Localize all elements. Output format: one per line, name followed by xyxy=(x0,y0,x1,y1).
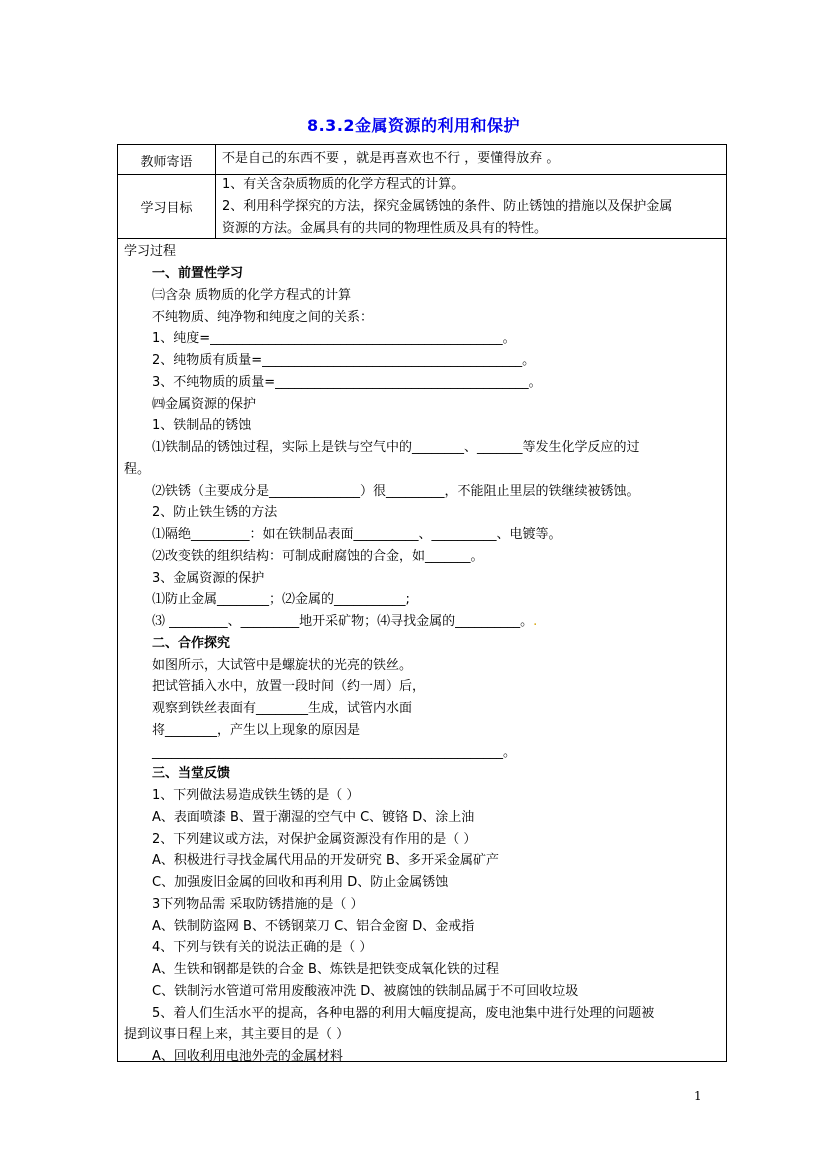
page-number: 1 xyxy=(694,1089,702,1103)
content-line: A、铁制防盗网 B、不锈钢菜刀 C、铝合金窗 D、金戒指 xyxy=(152,918,475,934)
goal-line: 2、利用科学探究的方法，探究金属锈蚀的条件、防止锈蚀的措施以及保护金属 xyxy=(222,199,673,214)
content-line: 5、着人们生活水平的提高，各种电器的利用大幅度提高，废电池集中进行处理的问题被 xyxy=(152,1005,655,1021)
content-line: ⑶ _________、_________地开采矿物；⑷寻找金属的__________。. xyxy=(152,614,538,629)
content-line: ㈢含杂 质物质的化学方程式的计算 xyxy=(152,287,352,303)
content-line: 1、铁制品的锈蚀 xyxy=(152,418,252,434)
content-line: 3、金属资源的保护 xyxy=(152,570,265,586)
content-line: ⑴铁制品的锈蚀过程，实际上是铁与空气中的________、_______等发生化学反应的过 xyxy=(152,440,640,455)
section-heading: 一、前置性学习 xyxy=(152,266,244,281)
goal-line: 1、有关含杂质物质的化学方程式的计算。 xyxy=(222,177,465,192)
content-line: A、生铁和钢都是铁的合金 B、炼铁是把铁变成氧化铁的过程 xyxy=(152,962,499,977)
content-line: 1、纯度=_____________________________________________。 xyxy=(152,331,516,347)
content-line: 把试管插入水中，放置一段时间（约一周）后， xyxy=(152,679,426,695)
teacher-label: 教师寄语 xyxy=(140,155,193,170)
content-line: 程。 xyxy=(124,461,151,477)
page-title: 8.3.2金属资源的利用和保护 xyxy=(306,116,521,135)
process-header: 学习过程 xyxy=(124,244,177,259)
content-line: 2、防止铁生锈的方法 xyxy=(152,505,278,521)
goal-line: 资源的方法。金属具有的共同的物理性质及具有的特性。 xyxy=(222,221,548,236)
content-line: 3下列物品需 采取防锈措施的是（ ） xyxy=(152,896,364,912)
content-line: A、积极进行寻找金属代用品的开发研究 B、多开采金属矿产 xyxy=(152,853,499,869)
content-line: 3、不纯物质的质量=_______________________________________。 xyxy=(152,374,542,390)
content-line: ㈣金属资源的保护 xyxy=(152,396,257,412)
content-line: 1、下列做法易造成铁生锈的是（ ） xyxy=(152,788,360,803)
goals-text xyxy=(222,174,722,240)
content-line: ⑵改变铁的组织结构：可制成耐腐蚀的合金，如_______。 xyxy=(152,548,484,564)
content-line: 4、下列与铁有关的说法正确的是（ ） xyxy=(152,940,373,956)
content-line: C、铁制污水管道可常用废酸液冲洗 D、被腐蚀的铁制品属于不可回收垃圾 xyxy=(152,983,579,999)
decorative-mark: . xyxy=(533,614,538,629)
content-line: 将________，产生以上现象的原因是 xyxy=(152,722,361,738)
content-line: ______________________________________________________。 xyxy=(152,744,516,760)
content-line: A、回收利用电池外壳的金属材料 xyxy=(152,1049,343,1064)
section-heading: 三、当堂反馈 xyxy=(152,766,231,782)
teacher-message: 不是自己的东西不要 ，就是再喜欢也不行 ，要懂得放弃 。 xyxy=(222,151,560,166)
content-line: 提到议事日程上来，其主要目的是（ ） xyxy=(124,1027,350,1043)
content-line: 2、下列建议或方法，对保护金属资源没有作用的是（ ） xyxy=(152,831,477,847)
goals-label: 学习目标 xyxy=(140,201,193,216)
content-line: 2、纯物质有质量=________________________________________。 xyxy=(152,353,536,368)
content-line: 观察到铁丝表面有________生成，试管内水面 xyxy=(152,701,413,716)
section-heading: 二、合作探究 xyxy=(152,635,231,651)
content-line: ⑴隔绝_________：如在铁制品表面__________、__________、电镀等。 xyxy=(152,527,562,542)
content-line: 如图所示，大试管中是螺旋状的光亮的铁丝。 xyxy=(152,657,413,673)
content-line: A、表面喷漆 B、置于潮湿的空气中 C、镀铬 D、涂上油 xyxy=(152,809,475,825)
content-line: ⑴防止金属________；⑵金属的___________; xyxy=(152,592,410,608)
content-line: C、加强废旧金属的回收和再利用 D、防止金属锈蚀 xyxy=(152,875,449,890)
content-line: ⑵铁锈（主要成分是______________）很_________，不能阻止里层的铁继续被锈蚀。 xyxy=(152,483,640,499)
content-line: 不纯物质、纯净物和纯度之间的关系： xyxy=(152,309,374,325)
column-divider xyxy=(215,145,216,238)
